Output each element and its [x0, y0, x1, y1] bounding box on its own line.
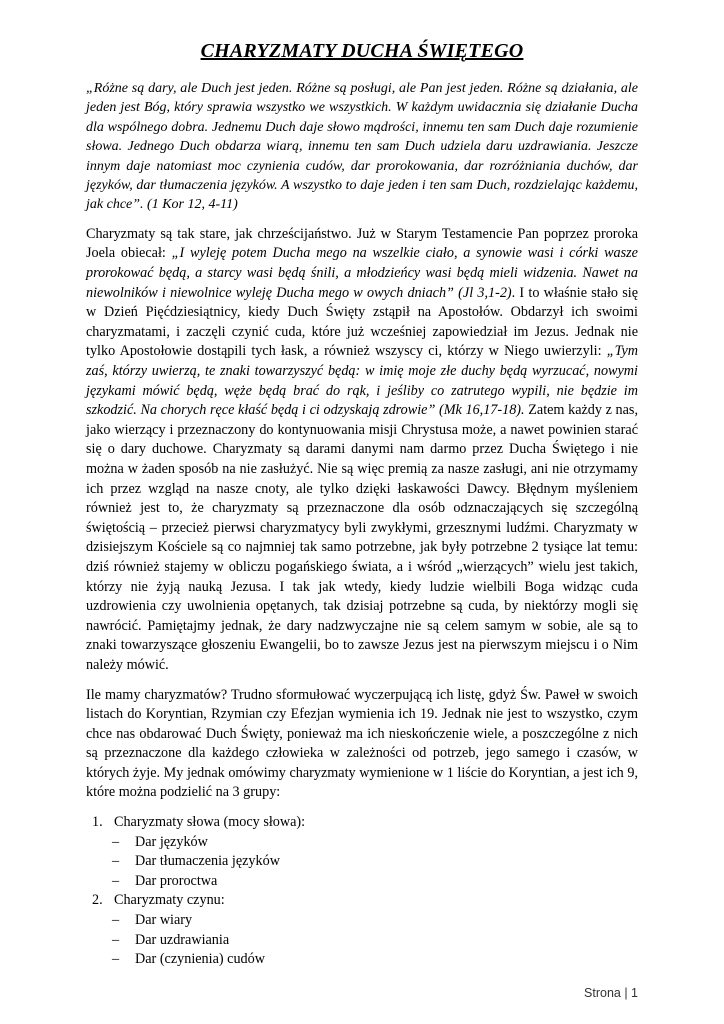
paragraph-history [86, 225, 638, 676]
dash-bullet: – [112, 833, 120, 850]
paragraph-count: Ile mamy charyzmatów? Trudno sformułować wyczerpującą ich listę, gdyż Św. Paweł w swoich listach do Koryntian, Rzymian czy Efezjan wymienia ich 19. Jednak nie jest to wszystko, czym chce nas obdarować Duch Święty, ponieważ ma ich nieskończenie wiele, a poszczególne z nich są przeznaczone dla każdego człowieka w zależności od potrzeb, jego samego i czasów, w których żyje. My jednak omówimy charyzmaty wymienione w 1 liście do Koryntian, a jest ich 9, które można podzielić na 3 grupy: [86, 686, 638, 801]
dash-bullet: – [112, 853, 120, 870]
gift-list [92, 833, 638, 892]
gift-label: Dar języków [135, 833, 208, 850]
gift-label: Dar uzdrawiania [135, 931, 230, 948]
quote-joel: „I wyleję potem Ducha mego na wszelkie ciało, a synowie wasi i córki wasze prorokować będą, a starcy wasi będą śnili, a młodzieńcy wasi będą mieli widzenia. Nawet na niewolników i niewolnice wyleję Ducha mego w owych dniach” (Jl 3,1-2) [86, 245, 638, 301]
gift-label: Dar proroctwa [135, 872, 218, 889]
gift-label: Dar tłumaczenia języków [135, 853, 280, 870]
gift-list [92, 911, 638, 970]
page-footer: Strona | 1 [584, 986, 638, 1000]
gift-item [92, 852, 638, 872]
gift-item [92, 931, 638, 951]
paragraph-text: . I to właśnie stało się w Dzień Pięćdziesiątnicy, kiedy Duch Święty zstąpił na Apostołów. Obdarzył ich swoimi charyzmatami, i zaczęli czynić cuda, które już wcześniej zapowiedział im Jezus. Jednak nie tylko Apostołowie dostąpili tych łask, a również wszyscy ci, którzy w Niego uwierzyli: [86, 284, 638, 360]
group-number: 2. [92, 892, 103, 909]
gift-item [92, 833, 638, 853]
group-item [86, 891, 638, 969]
dash-bullet: – [112, 931, 120, 948]
opening-quote: „Różne są dary, ale Duch jest jeden. Różne są posługi, ale Pan jest jeden. Różne są działania, ale jeden jest Bóg, który sprawia wszystko we wszystkich. W każdym uwidacznia się działanie Ducha dla wspólnego dobra. Jednemu Duch daje słowo mądrości, innemu ten sam Duch daje rozumienie słowa. Jednego Duch obdarza wiarą, innemu ten sam Duch udziela daru uzdrawiania. Jeszcze innym daje natomiast moc czynienia cudów, dar prorokowania, dar rozróżniania duchów, dar języków, dar tłumaczenia języków. A wszystko to daje jeden i ten sam Duch, rozdzielając każdemu, jak chce”. (1 Kor 12, 4-11) [86, 81, 638, 213]
dash-bullet: – [112, 951, 120, 968]
group-item [86, 813, 638, 891]
gift-label: Dar (czynienia) cudów [135, 951, 265, 968]
dash-bullet: – [112, 912, 120, 929]
page-content [86, 40, 638, 970]
gift-item [92, 911, 638, 931]
quote-mark: „Tym zaś, którzy uwierzą, te znaki towarzyszyć będą: w imię moje złe duchy będą wyrzucać, nowymi językami mówić będą, węże będą brać do rąk, i jeśliby co zatrutego wypili, nie będzie im szkodzić. Na chorych ręce kłaść będą i ci odzyskają zdrowie” (Mk 16,17-18). [86, 343, 638, 419]
dash-bullet: – [112, 872, 120, 889]
gift-item [92, 872, 638, 892]
gift-item [92, 950, 638, 970]
group-number: 1. [92, 814, 103, 831]
paragraph-text: Charyzmaty są tak stare, jak chrześcijaństwo. Już w Starym Testamencie Pan poprzez proroka Joela obiecał: [86, 225, 638, 262]
charism-groups-list [86, 813, 638, 970]
group-label: Charyzmaty słowa (mocy słowa): [114, 814, 306, 831]
paragraph-text: Zatem każdy z nas, jako wierzący i przeznaczony do kontynuowania misji Chrystusa może, a nawet powinien starać się o dary duchowe. Charyzmaty są darami danymi nam darmo przez Ducha Świętego i nie można w żaden sposób na nie zasłużyć. Nie są więc premią za nasze zasługi, ani nie otrzymamy ich przez wzgląd na nasze cnoty, ale tylko dzięki łaskawości Dawcy. Błędnym myśleniem również jest to, że charyzmaty są przeznaczone dla osób odznaczających się szczególną świętością – przecież pierwsi charyzmatycy byli zwykłymi, grzesznymi ludźmi. Charyzmaty w dzisiejszym Kościele są co najmniej tak samo potrzebne, jak były potrzebne 2 tysiące lat temu: dziś również stajemy w obliczu pogańskiego świata, a i wśród „wierzących” wielu jest takich, którzy nie żyją nauką Jezusa. I tak jak wtedy, kiedy ludzie wielbili Boga widząc cuda uzdrowienia czy uwolnienia opętanych, tak dzisiaj potrzebne są cuda, by niektórzy mogli się nawrócić. Pamiętajmy jednak, że dary nadzwyczajne nie są celem samym w sobie, ale są to znaki towarzyszące głoszeniu Ewangelii, bo to zawsze Jezus jest na pierwszym miejscu i o Nim należy mówić. [86, 402, 639, 673]
page-title: CHARYZMATY DUCHA ŚWIĘTEGO [200, 40, 524, 62]
group-label: Charyzmaty czynu: [114, 892, 225, 909]
gift-label: Dar wiary [135, 912, 193, 929]
